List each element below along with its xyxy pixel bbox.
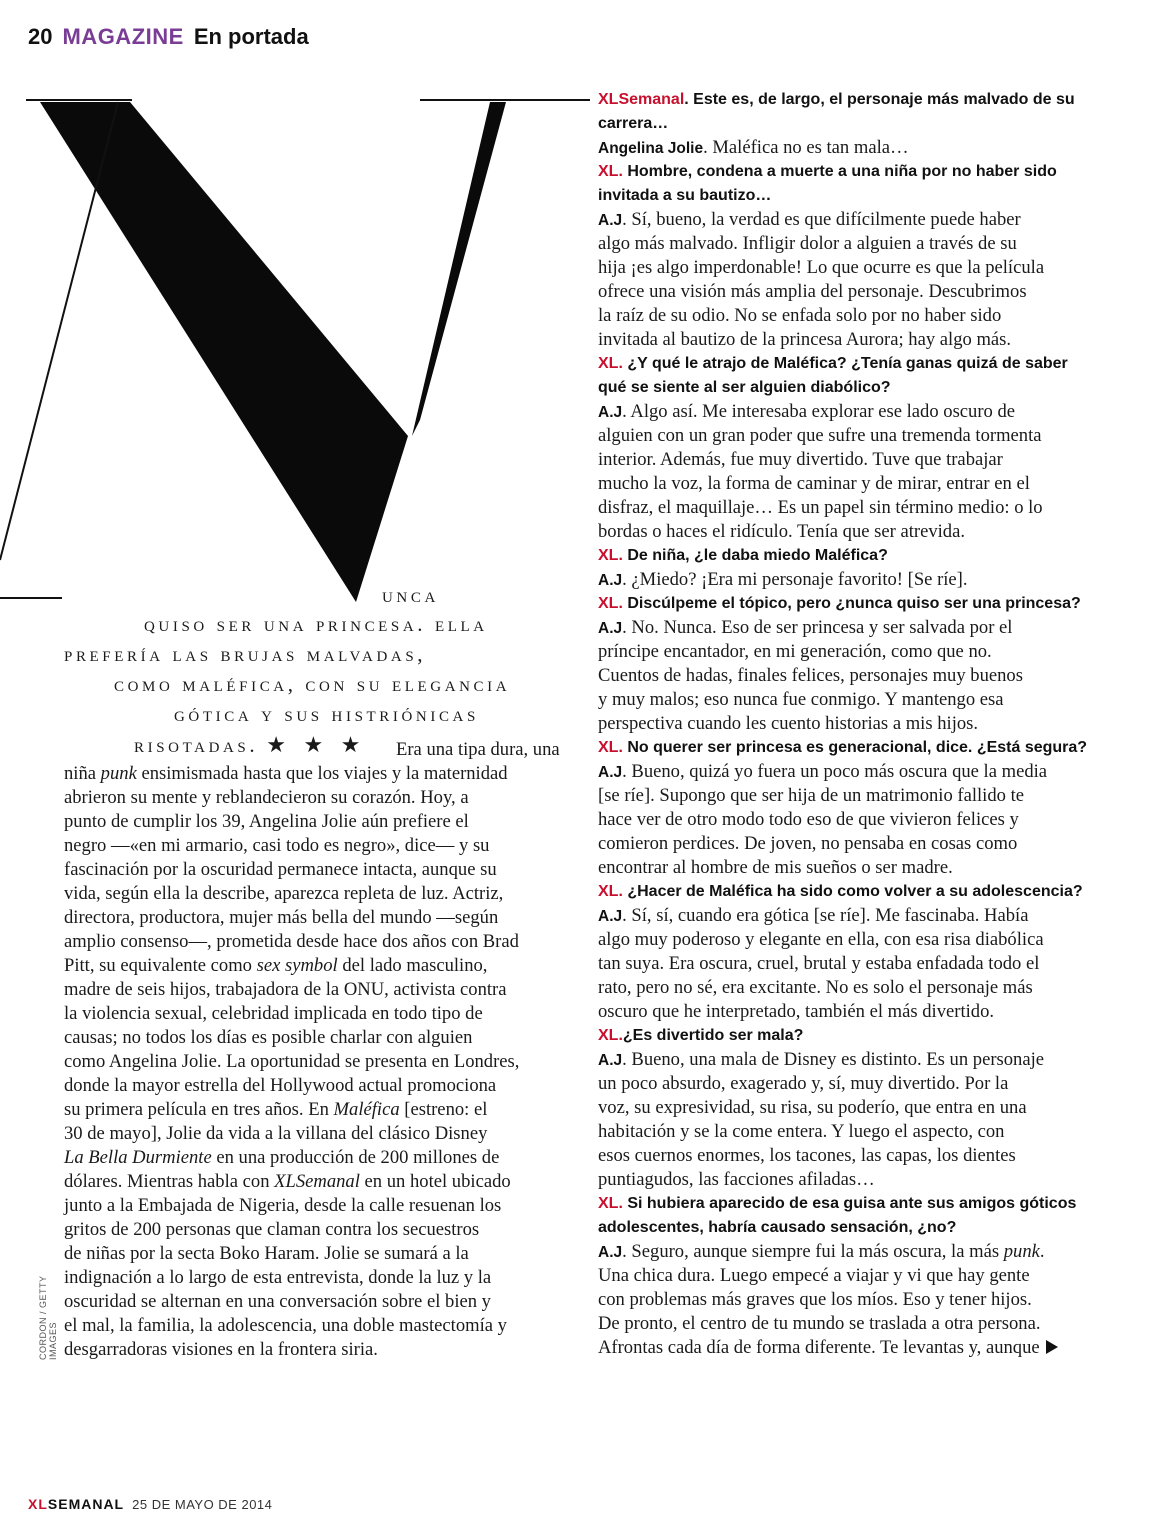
answer-line — [598, 1288, 1138, 1312]
line-text: . Bueno, quizá yo fuera un poco más oscura que la media — [622, 761, 1048, 782]
speaker-label: XL. — [598, 1027, 623, 1044]
speaker-label: XLSemanal — [598, 91, 685, 108]
intro-line: desgarradoras visiones en la frontera siria. — [64, 1339, 378, 1360]
answer-line — [598, 520, 1138, 544]
speaker-name: A.J — [598, 908, 623, 925]
intro-line: amplio consenso—, prometida desde hace dos años con Brad — [64, 931, 519, 952]
answer-line — [598, 952, 1138, 976]
question-line — [598, 544, 1138, 568]
line-text: con problemas más graves que los míos. Eso y tener hijos. — [598, 1289, 1032, 1310]
intro-line: madre de seis hijos, trabajadora de la ONU, activista contra — [64, 979, 507, 1000]
speaker-label: XL. — [598, 163, 623, 180]
question-line — [598, 1216, 1138, 1240]
speaker-label: XL. — [598, 883, 623, 900]
answer-line — [598, 904, 1138, 928]
line-text: ofrece una visión más amplia del personaje. Descubrimos — [598, 281, 1027, 302]
intro-line: como Angelina Jolie. La oportunidad se presenta en Londres, — [64, 1051, 520, 1072]
intro-line — [64, 762, 582, 786]
answer-line — [598, 472, 1138, 496]
subsection-title: En portada — [193, 24, 309, 49]
lead-line-4: como maléfica, con su elegancia — [114, 672, 511, 696]
answer-line — [598, 448, 1138, 472]
intro-line: Era una tipa dura, una — [396, 739, 560, 760]
line-text: encontrar al hombre de mis sueños o ser madre. — [598, 857, 953, 878]
line-text: algo más malvado. Infligir dolor a alguien a través de su — [598, 233, 1017, 254]
line-text: disfraz, el maquillaje… Es un papel sin término medio: o lo — [598, 497, 1043, 518]
answer-line — [598, 1096, 1138, 1120]
answer-line — [598, 616, 1138, 640]
line-text: perspectiva cuando les cuento historias a mis hijos. — [598, 713, 979, 734]
intro-text: niña — [64, 763, 101, 784]
answer-line — [598, 1312, 1138, 1336]
answer-line — [598, 976, 1138, 1000]
line-text: esos cuernos enormes, los tacones, las capas, los dientes — [598, 1145, 1016, 1166]
answer-line — [598, 712, 1138, 736]
intro-line: de niñas por la secta Boko Haram. Jolie se sumará a la — [64, 1243, 469, 1264]
question-line — [598, 184, 1138, 208]
line-text: algo muy poderoso y elegante en ella, con esa risa diabólica — [598, 929, 1044, 950]
answer-line — [598, 832, 1138, 856]
photo-credit: CORDON / GETTY IMAGES — [38, 1275, 58, 1360]
speaker-label: XL. — [598, 739, 623, 756]
line-text: invitada a su bautizo… — [598, 187, 772, 204]
page-header — [28, 24, 309, 54]
answer-line — [598, 856, 1138, 880]
line-text: . No. Nunca. Eso de ser princesa y ser salvada por el — [622, 617, 1013, 638]
intro-text: ensimismada hasta que los viajes y la maternidad — [136, 763, 508, 784]
question-line — [598, 160, 1138, 184]
intro-line: indignación a lo largo de esta entrevista, donde la luz y la — [64, 1267, 492, 1288]
continue-arrow-icon — [1046, 1340, 1058, 1354]
line-text: voz, su expresividad, su risa, su poderío, que entra en una — [598, 1097, 1027, 1118]
line-text: [se ríe]. Supongo que ser hija de un matrimonio fallido te — [598, 785, 1025, 806]
footer-brand — [28, 1496, 124, 1512]
line-text: Si hubiera aparecido de esa guisa ante sus amigos góticos — [622, 1195, 1077, 1212]
intro-italic: La Bella Durmiente — [64, 1147, 212, 1168]
line-text: De pronto, el centro de tu mundo se traslada a otra persona. — [598, 1313, 1041, 1334]
speaker-name: A.J — [598, 572, 623, 589]
question-line — [598, 1192, 1138, 1216]
answer-line — [598, 136, 1138, 160]
intro-text: en una producción de 200 millones de — [211, 1147, 500, 1168]
footer-date: 25 DE MAYO DE 2014 — [132, 1497, 273, 1512]
line-text: . Sí, bueno, la verdad es que difícilmente puede haber — [622, 209, 1021, 230]
lead-line-5: gótica y sus histriónicas — [174, 702, 479, 726]
line-text: rato, pero no sé, era excitante. No es solo el personaje más — [598, 977, 1033, 998]
line-text: invitada al bautizo de la princesa Aurora; hay algo más. — [598, 329, 1012, 350]
intro-text: [estreno: el — [399, 1099, 488, 1120]
intro-line: directora, productora, mujer más bella del mundo —según — [64, 907, 499, 928]
line-text: tan suya. Era oscura, cruel, brutal y estaba enfadada todo el — [598, 953, 1040, 974]
answer-line — [598, 1072, 1138, 1096]
speaker-name: A.J — [598, 404, 623, 421]
intro-italic: XLSemanal — [274, 1171, 360, 1192]
line-text: . Seguro, aunque siempre fui la más oscura, la más — [622, 1241, 1004, 1262]
drop-cap-n-graphic — [0, 90, 590, 610]
question-line — [598, 112, 1138, 136]
line-text: Hombre, condena a muerte a una niña por no haber sido — [622, 163, 1057, 180]
answer-line — [598, 784, 1138, 808]
intro-line: causas; no todos los días es posible charlar con alguien — [64, 1027, 473, 1048]
question-line — [598, 592, 1138, 616]
line-text: hija ¡es algo imperdonable! Lo que ocurre es que la película — [598, 257, 1045, 278]
line-italic: punk — [1003, 1241, 1040, 1262]
answer-line — [598, 664, 1138, 688]
line-text: interior. Además, fue muy divertido. Tuve que trabajar — [598, 449, 1003, 470]
line-text: puntiagudos, las facciones afiladas… — [598, 1169, 875, 1190]
intro-text: dólares. Mientras habla con — [64, 1171, 275, 1192]
footer-brand-xl: XL — [28, 1496, 48, 1512]
intro-line: abrieron su mente y reblandecieron su corazón. Hoy, a — [64, 787, 469, 808]
answer-line — [598, 640, 1138, 664]
line-text: un poco absurdo, exagerado y, sí, muy divertido. Por la — [598, 1073, 1009, 1094]
intro-line: negro —«en mi armario, casi todo es negro», dice— y su — [64, 835, 490, 856]
speaker-name: A.J — [598, 212, 623, 229]
answer-line — [598, 688, 1138, 712]
line-text: . Algo así. Me interesaba explorar ese lado oscuro de — [622, 401, 1016, 422]
intro-column — [64, 738, 582, 1362]
line-text: Afrontas cada día de forma diferente. Te levantas y, aunque — [598, 1337, 1040, 1358]
answer-line — [598, 232, 1138, 256]
speaker-label: XL. — [598, 547, 623, 564]
line-text: alguien con un gran poder que sufre una tremenda tormenta — [598, 425, 1042, 446]
speaker-name: A.J — [598, 1244, 623, 1261]
answer-line — [598, 1336, 1138, 1360]
speaker-label: XL. — [598, 1195, 623, 1212]
answer-line — [598, 400, 1138, 424]
intro-line: la violencia sexual, celebridad implicada en todo tipo de — [64, 1003, 483, 1024]
line-text: carrera… — [598, 115, 669, 132]
lead-line-6-text: risotadas. — [134, 733, 259, 757]
question-line — [598, 736, 1138, 760]
intro-line: fascinación por la oscuridad permanece intacta, aunque su — [64, 859, 497, 880]
lead-line-2: quiso ser una princesa. ella — [144, 612, 488, 636]
answer-line — [598, 1264, 1138, 1288]
speaker-label: XL. — [598, 355, 623, 372]
intro-line: punto de cumplir los 39, Angelina Jolie aún prefiere el — [64, 811, 469, 832]
answer-line — [598, 1168, 1138, 1192]
speaker-name: Angelina Jolie — [598, 140, 704, 157]
line-text: qué se siente al ser alguien diabólico? — [598, 379, 891, 396]
answer-line — [598, 808, 1138, 832]
question-line — [598, 88, 1138, 112]
intro-line — [64, 1170, 582, 1194]
intro-line: el mal, la familia, la adolescencia, una doble mastectomía y — [64, 1315, 507, 1336]
answer-line — [598, 1144, 1138, 1168]
answer-line — [598, 568, 1138, 592]
line-text: oscuro que he interpretado, también el más divertido. — [598, 1001, 995, 1022]
line-text: . Este es, de largo, el personaje más malvado de su — [684, 91, 1075, 108]
intro-text: su primera película en tres años. En — [64, 1099, 334, 1120]
line-text: No querer ser princesa es generacional, dice. ¿Está segura? — [622, 739, 1088, 756]
line-text: la raíz de su odio. No se enfada solo por no haber sido — [598, 305, 1002, 326]
interview-column — [598, 88, 1138, 1360]
line-text: Cuentos de hadas, finales felices, personajes muy buenos — [598, 665, 1023, 686]
intro-line — [64, 954, 582, 978]
answer-line — [598, 424, 1138, 448]
answer-line — [598, 928, 1138, 952]
answer-line — [598, 256, 1138, 280]
line-text: . Maléfica no es tan mala… — [703, 137, 909, 158]
line-text: ¿Hacer de Maléfica ha sido como volver a su adolescencia? — [622, 883, 1083, 900]
line-text: . Bueno, una mala de Disney es distinto. Es un personaje — [622, 1049, 1045, 1070]
answer-line — [598, 1120, 1138, 1144]
line-text: hace ver de otro modo todo eso de que vivieron felices y — [598, 809, 1019, 830]
answer-line — [598, 280, 1138, 304]
intro-line: junto a la Embajada de Nigeria, desde la calle resuenan los — [64, 1195, 502, 1216]
stars-separator: ★ ★ ★ — [266, 732, 367, 757]
line-text: . ¿Miedo? ¡Era mi personaje favorito! [Se ríe]. — [622, 569, 968, 590]
intro-line: oscuridad se alternan en una conversación sobre el bien y — [64, 1291, 491, 1312]
footer-brand-rest: SEMANAL — [47, 1496, 125, 1512]
section-title: MAGAZINE — [62, 24, 184, 49]
question-line — [598, 352, 1138, 376]
speaker-label: XL. — [598, 595, 623, 612]
line-text: habitación y se la come entera. Y luego el aspecto, con — [598, 1121, 1005, 1142]
question-line — [598, 1024, 1138, 1048]
line-text: ¿Es divertido ser mala? — [622, 1027, 804, 1044]
line-text: ¿Y qué le atrajo de Maléfica? ¿Tenía ganas quizá de saber — [622, 355, 1068, 372]
line-text: y muy malos; eso nunca fue conmigo. Y mantengo esa — [598, 689, 1004, 710]
lead-line-3: prefería las brujas malvadas, — [64, 642, 427, 666]
intro-line: donde la mayor estrella del Hollywood actual promociona — [64, 1075, 497, 1096]
question-line — [598, 376, 1138, 400]
speaker-name: A.J — [598, 764, 623, 781]
intro-text: del lado masculino, — [337, 955, 488, 976]
answer-line — [598, 760, 1138, 784]
lead-line-1: unca — [382, 583, 439, 607]
page-footer — [28, 1496, 272, 1512]
answer-line — [598, 328, 1138, 352]
line-text: . Sí, sí, cuando era gótica [se ríe]. Me fascinaba. Había — [622, 905, 1029, 926]
answer-line — [598, 1000, 1138, 1024]
page-number: 20 — [28, 24, 53, 49]
line-text: Una chica dura. Luego empecé a viajar y vi que hay gente — [598, 1265, 1030, 1286]
intro-text: Pitt, su equivalente como — [64, 955, 257, 976]
line-text: príncipe encantador, en mi generación, como que no. — [598, 641, 992, 662]
intro-text: en un hotel ubicado — [359, 1171, 511, 1192]
answer-line — [598, 304, 1138, 328]
intro-line — [64, 1098, 582, 1122]
answer-line — [598, 208, 1138, 232]
intro-line: vida, según ella la describe, aparezca repleta de luz. Actriz, — [64, 883, 504, 904]
answer-line — [598, 496, 1138, 520]
line-text: Discúlpeme el tópico, pero ¿nunca quiso ser una princesa? — [622, 595, 1081, 612]
speaker-name: A.J — [598, 620, 623, 637]
answer-line — [598, 1048, 1138, 1072]
answer-line — [598, 1240, 1138, 1264]
intro-italic: punk — [100, 763, 137, 784]
line-text: . — [1039, 1241, 1045, 1262]
intro-italic: Maléfica — [333, 1099, 400, 1120]
intro-line — [64, 1146, 582, 1170]
line-text: comieron perdices. De joven, no pensaba en cosas como — [598, 833, 1018, 854]
line-text: mucho la voz, la forma de caminar y de mirar, entrar en el — [598, 473, 1030, 494]
line-text: adolescentes, habría causado sensación, ¿no? — [598, 1219, 957, 1236]
line-text: bordas o haces el ridículo. Tenía que ser atrevida. — [598, 521, 965, 542]
intro-italic: sex symbol — [256, 955, 338, 976]
question-line — [598, 880, 1138, 904]
intro-line: gritos de 200 personas que claman contra los secuestros — [64, 1219, 480, 1240]
intro-line: 30 de mayo], Jolie da vida a la villana del clásico Disney — [64, 1123, 488, 1144]
line-text: De niña, ¿le daba miedo Maléfica? — [622, 547, 888, 564]
speaker-name: A.J — [598, 1052, 623, 1069]
